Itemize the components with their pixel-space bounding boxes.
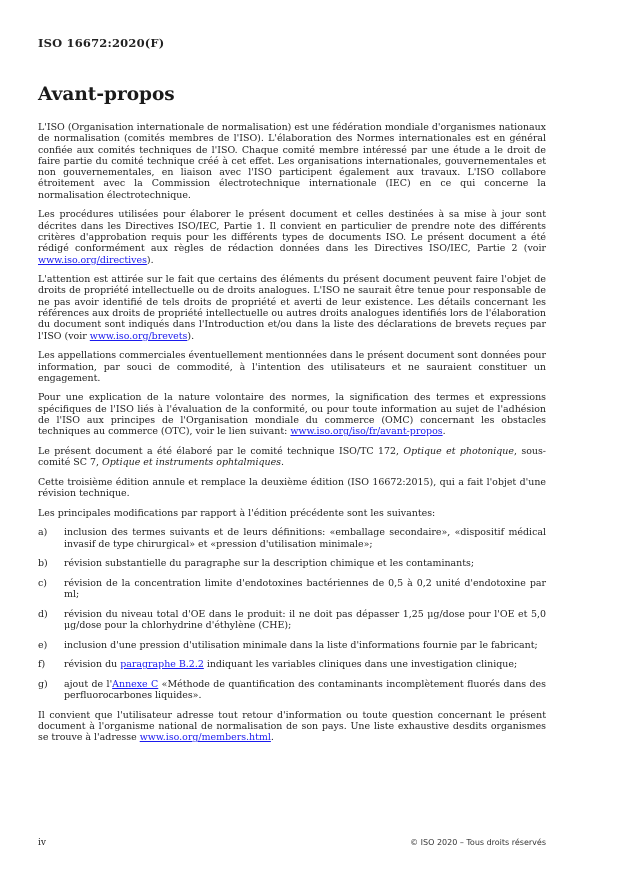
directives-link[interactable]: www.iso.org/directives [38, 254, 147, 266]
paragraph-end: ). [146, 254, 154, 266]
paragraph-feedback [38, 710, 546, 744]
list-item [38, 659, 546, 670]
paragraph-procedures [38, 209, 546, 265]
list-label: e) [38, 639, 48, 651]
paragraph-trade-names: Les appellations commerciales éventuellement mentionnées dans le présent document sont données pour information, par souci de commodité, à l'intention des utilisateurs et ne sauraient constituer un engagement. [38, 350, 546, 384]
paragraph-edition: Cette troisième édition annule et remplace la deuxième édition (ISO 16672:2015), qui a fait l'objet d'une révision technique. [38, 476, 546, 500]
subcommittee-text: , sous-comité SC 7, [38, 445, 546, 469]
list-label: g) [38, 678, 48, 690]
list-text [64, 659, 546, 670]
list-text: inclusion d'une pression d'utilisation minimale dans la liste d'informations fournie par le fabricant; [64, 639, 538, 651]
list-text-post: «Méthode de quantification des contaminants incomplètement fluorés dans des perfluorocarbones liquides». [64, 678, 546, 702]
list-item [38, 609, 546, 632]
list-text-pre: révision du [64, 659, 121, 671]
annex-c-link[interactable]: Annexe C [112, 678, 159, 690]
list-item [38, 679, 546, 702]
patents-link[interactable]: www.iso.org/brevets [89, 330, 188, 342]
changes-list [38, 527, 546, 701]
paragraph-iso-intro: L'ISO (Organisation internationale de normalisation) est une fédération mondiale d'organismes nationaux de normalisation (comités membres de l'ISO). L'élaboration des Normes internationales est en général confiée aux comités techniques de l'ISO. Chaque comité membre intéressé par une étude a le droit de faire partie du comité technique créé à cet effet. Les organisations internationales, gouvernementales et non gouvernementales, en liaison avec l'ISO participent également aux travaux. L'ISO collabore étroitement avec la Commission électrotechnique internationale (IEC) en ce qui concerne la normalisation électrotechnique. [38, 122, 546, 201]
paragraph-end: . [442, 426, 446, 438]
list-text-post: indiquant les variables cliniques dans une investigation clinique; [203, 659, 518, 671]
list-label: a) [38, 527, 48, 539]
list-text [64, 679, 546, 702]
paragraph-text: Les procédures utilisées pour élaborer le présent document et celles destinées à sa mise à jour sont décrites dans les Directives ISO/IEC, Partie 1. Il convient en particulier de prendre note des différents critères d'approbation requis pour les différents types de documents ISO. Le présent document a été rédigé conformément aux règles de rédaction données dans les Directives ISO/IEC, Partie 2 (voir [38, 209, 546, 255]
paragraph-end: . [281, 457, 285, 469]
page-title: Avant-propos [38, 84, 175, 105]
list-text: révision substantielle du paragraphe sur la description chimique et les contaminants; [64, 558, 475, 570]
paragraph-text: L'attention est attirée sur le fait que certains des éléments du présent document peuvent faire l'objet de droits de propriété intellectuelle ou de droits analogues. L'ISO ne saurait être tenue pour responsable de ne pas avoir identifié de tels droits de propriété et averti de leur existence. Les détails concernant les références aux droits de propriété intellectuelle ou autres droits analogues identifiés lors de l'élaboration du document sont indiqués dans l'Introduction et/ou dans la liste des déclarations de brevets reçues par l'ISO (voir [38, 274, 546, 342]
paragraph-text: Il convient que l'utilisateur adresse tout retour d'information ou toute question concernant le présent document à l'organisme national de normalisation de son pays. Une liste exhaustive desdits organismes se trouve à l'adresse [38, 709, 546, 744]
list-label: c) [38, 577, 47, 589]
subcommittee-name: Optique et instruments ophtalmiques [102, 457, 282, 469]
copyright-notice: © ISO 2020 – Tous droits réservés [410, 838, 546, 847]
paragraph-text: Pour une explication de la nature volontaire des normes, la signification des termes et expressions spécifiques de l'ISO liés à l'évaluation de la conformité, ou pour toute information au sujet de l'adhésion de l'ISO aux principes de l'Organisation mondiale du commerce (OMC) concernant les obstacles techniques au commerce (OTC), voir le lien suivant: [38, 392, 546, 438]
members-link[interactable]: www.iso.org/members.html [139, 732, 271, 744]
list-item [38, 558, 546, 569]
list-text: inclusion des termes suivants et de leurs définitions: «emballage secondaire», «dispositif médical invasif de type chirurgical» et «pression d'utilisation minimale»; [64, 527, 546, 550]
committee-name: Optique et photonique [403, 445, 514, 457]
list-label: b) [38, 558, 48, 570]
paragraph-b22-link[interactable]: paragraphe B.2.2 [120, 659, 204, 671]
list-item [38, 527, 546, 550]
committee-text: Le présent document a été élaboré par le comité technique ISO/TC 172, [38, 445, 404, 457]
paragraph-end: . [270, 732, 274, 744]
paragraph-end: ). [187, 330, 195, 342]
list-label: f) [38, 659, 46, 671]
foreword-link[interactable]: www.iso.org/iso/fr/avant-propos [290, 426, 443, 438]
foreword-body [38, 122, 546, 752]
list-item [38, 640, 546, 651]
list-label: d) [38, 608, 48, 620]
list-text-pre: ajout de l' [64, 678, 113, 690]
paragraph-changes-intro: Les principales modifications par rapport à l'édition précédente sont les suivantes: [38, 507, 436, 519]
paragraph-voluntary-nature [38, 392, 546, 437]
document-id: ISO 16672:2020(F) [38, 36, 165, 50]
paragraph-committee [38, 446, 546, 469]
page-number: iv [38, 838, 46, 848]
list-text: révision du niveau total d'OE dans le produit: il ne doit pas dépasser 1,25 μg/dose pour l'OE et 5,0 μg/dose pour la chlorhydrine d'éthylène (CHE); [64, 608, 546, 631]
paragraph-patents [38, 274, 546, 342]
list-item [38, 578, 546, 601]
list-text: révision de la concentration limite d'endotoxines bactériennes de 0,5 à 0,2 unité d'endotoxine par ml; [64, 577, 546, 601]
